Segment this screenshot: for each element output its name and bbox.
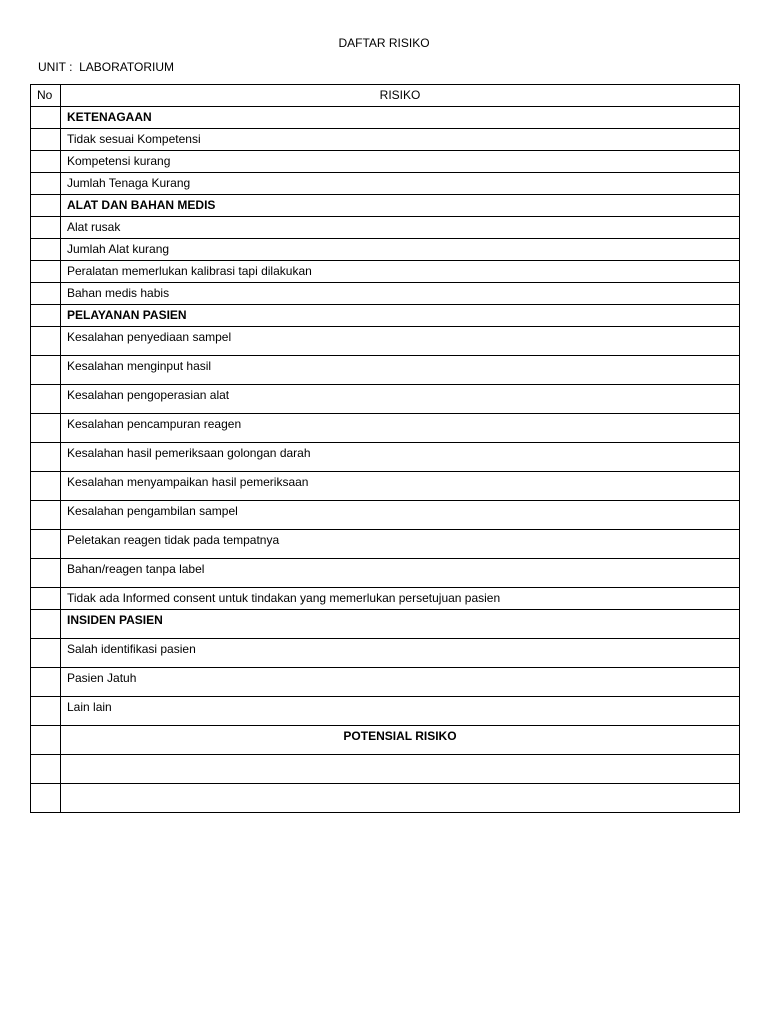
column-header-risiko: RISIKO <box>61 85 740 107</box>
risk-label: Kesalahan pencampuran reagen <box>67 417 242 431</box>
risk-cell <box>61 697 740 726</box>
table-row <box>31 414 740 443</box>
risk-cell <box>61 217 740 239</box>
no-cell <box>31 239 61 261</box>
table-row <box>31 151 740 173</box>
risk-cell <box>61 239 740 261</box>
table-row <box>31 668 740 697</box>
no-cell <box>31 668 61 697</box>
risk-label: Peralatan memerlukan kalibrasi tapi dilakukan <box>67 264 312 278</box>
risk-cell <box>61 356 740 385</box>
no-cell <box>31 559 61 588</box>
category-row <box>31 107 740 129</box>
table-row <box>31 501 740 530</box>
no-cell <box>31 151 61 173</box>
no-cell <box>31 129 61 151</box>
risk-cell <box>61 755 740 784</box>
risk-label: Jumlah Tenaga Kurang <box>67 176 191 190</box>
risk-cell <box>61 151 740 173</box>
no-cell <box>31 443 61 472</box>
risk-label: Jumlah Alat kurang <box>67 242 170 256</box>
table-row <box>31 588 740 610</box>
risk-label: Salah identifikasi pasien <box>67 642 196 656</box>
no-cell <box>31 697 61 726</box>
column-header-no: No <box>31 85 61 107</box>
no-cell <box>31 107 61 129</box>
risk-cell <box>61 414 740 443</box>
risk-label: Alat rusak <box>67 220 121 234</box>
category-label: INSIDEN PASIEN <box>67 613 163 627</box>
risk-cell <box>61 530 740 559</box>
risk-table <box>30 84 740 813</box>
risk-label: Lain lain <box>67 700 112 714</box>
no-cell <box>31 530 61 559</box>
no-cell <box>31 755 61 784</box>
category-label: PELAYANAN PASIEN <box>67 308 187 322</box>
risk-label: Tidak sesuai Kompetensi <box>67 132 201 146</box>
risk-cell <box>61 784 740 813</box>
table-row <box>31 472 740 501</box>
risk-label: Kesalahan pengambilan sampel <box>67 504 238 518</box>
risk-cell <box>61 305 740 327</box>
no-cell <box>31 356 61 385</box>
table-row <box>31 784 740 813</box>
no-cell <box>31 385 61 414</box>
risk-cell <box>61 195 740 217</box>
no-cell <box>31 217 61 239</box>
risk-cell <box>61 261 740 283</box>
table-row <box>31 356 740 385</box>
no-cell <box>31 726 61 755</box>
category-label: KETENAGAAN <box>67 110 152 124</box>
no-cell <box>31 414 61 443</box>
risk-cell <box>61 588 740 610</box>
risk-label: Kesalahan penyediaan sampel <box>67 330 232 344</box>
risk-cell <box>61 107 740 129</box>
no-cell <box>31 195 61 217</box>
risk-cell <box>61 501 740 530</box>
risk-cell <box>61 639 740 668</box>
risk-cell <box>61 726 740 755</box>
table-row <box>31 173 740 195</box>
table-header-row <box>31 85 740 107</box>
no-cell <box>31 639 61 668</box>
table-row <box>31 217 740 239</box>
table-row <box>31 755 740 784</box>
risk-cell <box>61 327 740 356</box>
risk-cell <box>61 443 740 472</box>
risk-label: Kompetensi kurang <box>67 154 171 168</box>
risk-label: Kesalahan pengoperasian alat <box>67 388 230 402</box>
no-cell <box>31 261 61 283</box>
risk-label: Pasien Jatuh <box>67 671 137 685</box>
table-row <box>31 443 740 472</box>
category-row <box>31 195 740 217</box>
category-row <box>31 610 740 639</box>
table-row <box>31 639 740 668</box>
table-row <box>31 261 740 283</box>
risk-label <box>67 755 739 758</box>
risk-table-body <box>31 107 740 813</box>
table-row <box>31 697 740 726</box>
table-row <box>31 385 740 414</box>
table-row <box>31 239 740 261</box>
risk-label: Peletakan reagen tidak pada tempatnya <box>67 533 280 547</box>
no-cell <box>31 610 61 639</box>
risk-label: Tidak ada Informed consent untuk tindakan yang memerlukan persetujuan pasien <box>67 591 501 605</box>
risk-cell <box>61 668 740 697</box>
risk-label <box>67 784 739 787</box>
risk-label: Bahan/reagen tanpa label <box>67 562 205 576</box>
no-cell <box>31 327 61 356</box>
risk-cell <box>61 559 740 588</box>
section-label: POTENSIAL RISIKO <box>343 729 457 743</box>
risk-cell <box>61 385 740 414</box>
table-row <box>31 283 740 305</box>
risk-label: Kesalahan hasil pemeriksaan golongan darah <box>67 446 311 460</box>
table-row <box>31 559 740 588</box>
no-cell <box>31 305 61 327</box>
table-row <box>31 530 740 559</box>
table-row <box>31 327 740 356</box>
risk-cell <box>61 173 740 195</box>
risk-cell <box>61 129 740 151</box>
risk-cell <box>61 610 740 639</box>
category-label: ALAT DAN BAHAN MEDIS <box>67 198 216 212</box>
no-cell <box>31 173 61 195</box>
section-row <box>31 726 740 755</box>
risk-label: Bahan medis habis <box>67 286 170 300</box>
risk-label: Kesalahan menginput hasil <box>67 359 212 373</box>
table-row <box>31 129 740 151</box>
no-cell <box>31 472 61 501</box>
no-cell <box>31 784 61 813</box>
no-cell <box>31 283 61 305</box>
risk-cell <box>61 472 740 501</box>
no-cell <box>31 588 61 610</box>
no-cell <box>31 501 61 530</box>
risk-cell <box>61 283 740 305</box>
unit-label: UNIT : LABORATORIUM <box>38 60 175 74</box>
category-row <box>31 305 740 327</box>
risk-label: Kesalahan menyampaikan hasil pemeriksaan <box>67 475 309 489</box>
document-title: DAFTAR RISIKO <box>338 36 430 50</box>
